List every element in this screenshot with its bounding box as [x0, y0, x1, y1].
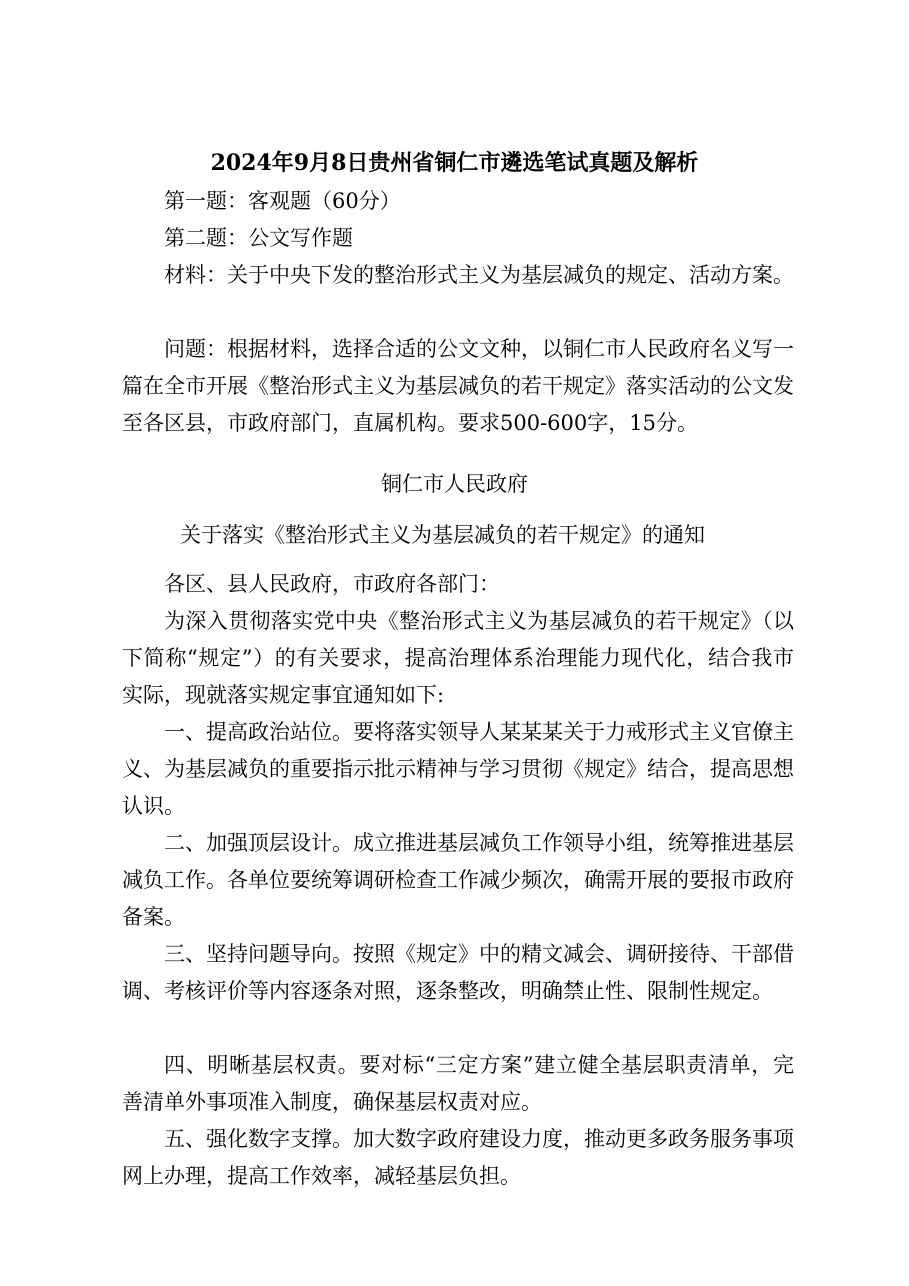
notice-title: 关于落实《整治形式主义为基层减负的若干规定》的通知 [180, 523, 705, 547]
item-two-paragraph: 二、加强顶层设计。成立推进基层减负工作领导小组，统筹推进基层减负工作。各单位要统筹调研检查工作减少频次，确需开展的要报市政府备案。 [122, 831, 794, 929]
salutation-line: 各区、县人民政府，市政府各部门： [164, 572, 500, 596]
document-title: 2024年9月8日贵州省铜仁市遴选笔试真题及解析 [210, 150, 699, 176]
question-two-line: 第二题：公文写作题 [164, 226, 353, 250]
item-three-paragraph: 三、坚持问题导向。按照《规定》中的精文减会、调研接待、干部借调、考核评价等内容逐条对照，逐条整改，明确禁止性、限制性规定。 [122, 942, 794, 1003]
item-four-paragraph: 四、明晰基层权责。要对标“三定方案”建立健全基层职责清单，完善清单外事项准入制度，确保基层权责对应。 [122, 1053, 794, 1114]
item-five-paragraph: 五、强化数字支撑。加大数字政府建设力度，推动更多政务服务事项网上办理，提高工作效率，减轻基层负担。 [122, 1127, 794, 1188]
question-one-line: 第一题：客观题（60分） [164, 189, 401, 213]
question-paragraph: 问题：根据材料，选择合适的公文文种，以铜仁市人民政府名义写一篇在全市开展《整治形式主义为基层减负的若干规定》落实活动的公文发至各区县，市政府部门，直属机构。要求500-600字，15分。 [122, 337, 794, 435]
material-paragraph: 材料：关于中央下发的整治形式主义为基层减负的规定、活动方案。 [164, 263, 794, 287]
intro-paragraph: 为深入贯彻落实党中央《整治形式主义为基层减负的若干规定》（以下简称“规定”）的有关要求，提高治理体系治理能力现代化，结合我市实际，现就落实规定事宜通知如下: [122, 609, 794, 707]
item-one-paragraph: 一、提高政治站位。要将落实领导人某某某关于力戒形式主义官僚主义、为基层减负的重要指示批示精神与学习贯彻《规定》结合，提高思想认识。 [122, 720, 794, 818]
issuer-heading: 铜仁市人民政府 [381, 472, 528, 496]
